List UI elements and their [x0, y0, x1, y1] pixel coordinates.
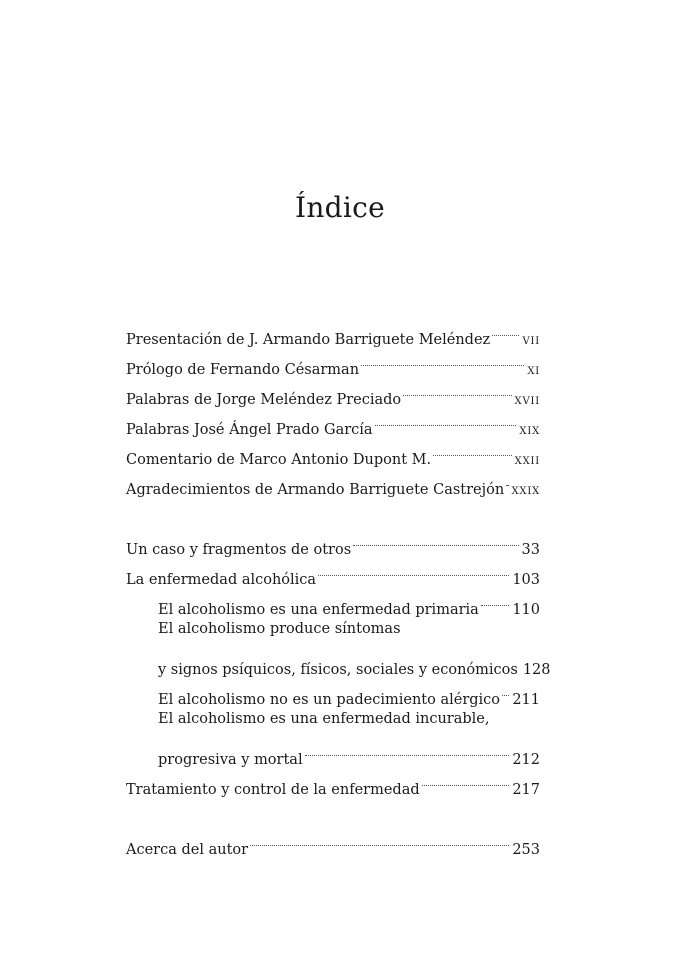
- leader-dots: [318, 554, 509, 584]
- toc-entry: [126, 824, 540, 858]
- toc-entry-label: Comentario de Marco Antonio Dupont M.: [126, 452, 432, 468]
- toc-entry-label: progresiva y mortal: [158, 752, 303, 768]
- toc-entry-label: El alcoholismo es una enfermedad primaria: [158, 602, 479, 618]
- toc-entry-page: 110: [512, 602, 540, 618]
- toc-entry-page: xvii: [514, 392, 540, 408]
- page-title: Índice: [294, 191, 386, 224]
- toc-subentry: [126, 704, 540, 734]
- toc-entry-label: El alcoholismo es una enfermedad incurable,: [158, 711, 490, 727]
- toc-entry-page: xxii: [514, 452, 540, 468]
- toc-entry-page: 217: [512, 782, 540, 798]
- toc-subentry: [126, 734, 540, 768]
- leader-dots: [502, 674, 509, 704]
- toc-entry-label: Presentación de J. Armando Barriguete Meléndez: [126, 332, 491, 348]
- leader-dots: [506, 464, 508, 494]
- leader-dots: [250, 824, 509, 854]
- toc-entry-label: y signos psíquicos, físicos, sociales y económicos: [158, 662, 518, 678]
- toc-subentry: [126, 644, 551, 678]
- table-of-contents: [126, 314, 551, 858]
- toc-entry-page: xix: [519, 422, 540, 438]
- leader-dots: [433, 434, 512, 464]
- leader-dots: [422, 764, 510, 794]
- toc-entry-label: Tratamiento y control de la enfermedad: [126, 782, 420, 798]
- leader-dots: [305, 734, 510, 764]
- toc-entry-label: Prólogo de Fernando Césarman: [126, 362, 360, 378]
- toc-entry: [126, 524, 540, 558]
- toc-entry-page: vii: [522, 332, 540, 348]
- toc-entry-label: El alcoholismo produce síntomas: [158, 621, 401, 637]
- leader-dots: [353, 524, 518, 554]
- leader-dots: [492, 314, 519, 344]
- toc-entry-label: Palabras de Jorge Meléndez Preciado: [126, 392, 402, 408]
- leader-dots: [375, 404, 517, 434]
- toc-entry-page: 212: [512, 752, 540, 768]
- leader-dots: [403, 374, 511, 404]
- toc-entry-page: xi: [527, 362, 540, 378]
- toc-entry-page: 103: [512, 572, 540, 588]
- toc-entry-label: Agradecimientos de Armando Barriguete Castrejón: [126, 482, 505, 498]
- toc-entry-page: xxix: [511, 482, 540, 498]
- toc-entry-label: El alcoholismo no es un padecimiento alérgico: [158, 692, 501, 708]
- toc-entry: [126, 314, 540, 348]
- toc-entry-page: 33: [521, 542, 540, 558]
- toc-entry-label: Acerca del autor: [126, 842, 249, 858]
- toc-entry-page: 211: [512, 692, 540, 708]
- leader-dots: [361, 344, 524, 374]
- toc-entry-label: Palabras José Ángel Prado García: [126, 422, 373, 438]
- leader-dots: [481, 584, 510, 614]
- toc-entry-page: 253: [512, 842, 540, 858]
- toc-entry-label: La enfermedad alcohólica: [126, 572, 317, 588]
- toc-entry-label: Un caso y fragmentos de otros: [126, 542, 352, 558]
- toc-entry-page: 128: [522, 662, 551, 678]
